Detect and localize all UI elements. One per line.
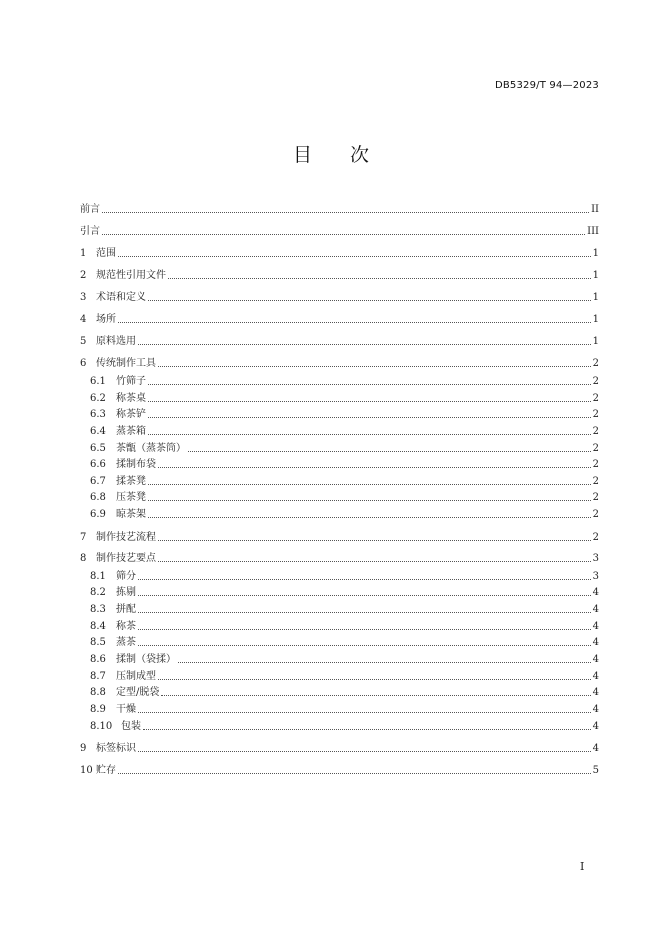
toc-entry-label: 拼配 — [116, 604, 136, 615]
toc-entry[interactable] — [90, 374, 599, 388]
toc-entry-page: 1 — [592, 336, 599, 347]
dot-leader — [102, 233, 585, 235]
toc-entry-label: 包装 — [121, 721, 141, 732]
toc-entry[interactable] — [90, 685, 599, 699]
toc-entry-page: 2 — [592, 409, 599, 420]
toc-entry-label: 晾茶架 — [116, 509, 146, 520]
dot-leader — [178, 661, 591, 663]
toc-entry-page: 4 — [592, 654, 599, 665]
toc-entry[interactable] — [80, 530, 599, 544]
toc-entry-number: 8.10 — [90, 721, 113, 732]
toc-entry-page: 4 — [592, 587, 599, 598]
toc-entry-number: 4 — [80, 314, 87, 325]
toc-entry-number: 2 — [80, 270, 87, 281]
toc-entry-page: 4 — [592, 704, 599, 715]
toc-entry-label: 称茶铲 — [116, 409, 146, 420]
toc-entry[interactable] — [90, 669, 599, 683]
toc-entry-label: 压制成型 — [116, 671, 156, 682]
dot-leader — [138, 578, 591, 580]
toc-entry-page: 2 — [592, 393, 599, 404]
toc-entry[interactable] — [90, 585, 599, 599]
toc-entry-label: 定型/脱袋 — [116, 687, 160, 698]
toc-entry[interactable] — [80, 202, 599, 216]
toc-entry-label: 茶甑（蒸茶筒） — [116, 443, 186, 454]
toc-entry-number: 6.3 — [90, 409, 106, 420]
toc-entry-label: 压茶凳 — [116, 492, 146, 503]
dot-leader — [118, 772, 591, 774]
dot-leader — [118, 255, 591, 257]
toc-entry-number: 7 — [80, 532, 87, 543]
toc-entry-label: 前言 — [80, 204, 100, 215]
toc-entry-number: 5 — [80, 336, 87, 347]
toc-entry-page: 1 — [592, 314, 599, 325]
toc-entry-page: 2 — [592, 376, 599, 387]
toc-entry-number: 6 — [80, 358, 87, 369]
toc-entry[interactable] — [90, 602, 599, 616]
dot-leader — [148, 516, 591, 518]
toc-entry-number: 6.9 — [90, 509, 106, 520]
toc-entry-page: 2 — [592, 443, 599, 454]
dot-leader — [158, 539, 591, 541]
toc-entry-page: III — [587, 226, 599, 237]
dot-leader — [158, 560, 591, 562]
toc-entry-label: 揉茶凳 — [116, 476, 146, 487]
dot-leader — [138, 594, 591, 596]
dot-leader — [148, 416, 591, 418]
toc-entry-number: 8.5 — [90, 637, 106, 648]
toc-entry-page: 2 — [592, 476, 599, 487]
toc-entry-page: 5 — [592, 765, 599, 776]
toc-entry-label: 制作技艺要点 — [96, 553, 156, 564]
toc-entry-number: 8.7 — [90, 671, 106, 682]
dot-leader — [148, 383, 591, 385]
toc-entry-page: 2 — [592, 358, 599, 369]
dot-leader — [148, 483, 591, 485]
toc-entry-label: 干燥 — [116, 704, 136, 715]
toc-entry-number: 8 — [80, 553, 87, 564]
toc-entry-label: 场所 — [96, 314, 116, 325]
toc-entry[interactable] — [80, 334, 599, 348]
toc-entry[interactable] — [80, 246, 599, 260]
toc-entry[interactable] — [80, 224, 599, 238]
toc-entry-label: 传统制作工具 — [96, 358, 156, 369]
toc-entry[interactable] — [80, 290, 599, 304]
toc-entry-number: 8.2 — [90, 587, 106, 598]
toc-entry-number: 6.7 — [90, 476, 106, 487]
dot-leader — [138, 343, 591, 345]
toc-entry-number: 8.1 — [90, 571, 106, 582]
dot-leader — [148, 400, 591, 402]
toc-entry[interactable] — [90, 407, 599, 421]
toc-entry-page: 1 — [592, 248, 599, 259]
toc-entry[interactable] — [90, 702, 599, 716]
toc-entry-page: 4 — [592, 604, 599, 615]
toc-entry-page: 2 — [592, 426, 599, 437]
toc-entry-page: 2 — [592, 532, 599, 543]
toc-entry[interactable] — [80, 741, 599, 755]
toc-entry-number: 8.4 — [90, 621, 106, 632]
toc-entry-number: 6.6 — [90, 459, 106, 470]
toc-entry-label: 拣剔 — [116, 587, 136, 598]
toc-entry[interactable] — [90, 719, 599, 733]
toc-entry-label: 蒸茶箱 — [116, 426, 146, 437]
toc-entry-label: 贮存 — [96, 765, 116, 776]
document-code: DB5329/T 94—2023 — [494, 80, 599, 91]
toc-entry[interactable] — [90, 652, 599, 666]
toc-entry-label: 原料选用 — [96, 336, 136, 347]
toc-entry[interactable] — [90, 457, 599, 471]
toc-entry-number: 3 — [80, 292, 87, 303]
toc-entry-label: 竹筛子 — [116, 376, 146, 387]
toc-entry[interactable] — [90, 391, 599, 405]
toc-entry-label: 标签标识 — [96, 743, 136, 754]
toc-entry-page: 1 — [592, 292, 599, 303]
title-part-2: 次 — [350, 144, 370, 166]
footer-page-number: I — [580, 860, 585, 873]
toc-entry-label: 引言 — [80, 226, 100, 237]
toc-entry-page: 4 — [592, 671, 599, 682]
dot-leader — [188, 450, 591, 452]
dot-leader — [138, 750, 591, 752]
dot-leader — [158, 466, 591, 468]
toc-entry-label: 揉制布袋 — [116, 459, 156, 470]
toc-entry-page: 4 — [592, 721, 599, 732]
toc-entry-label: 称茶桌 — [116, 393, 146, 404]
toc-entry[interactable] — [90, 441, 599, 455]
toc-entry[interactable] — [90, 490, 599, 504]
toc-entry[interactable] — [90, 507, 599, 521]
toc-entry[interactable] — [80, 268, 599, 282]
toc-entry-number: 6.8 — [90, 492, 106, 503]
toc-entry-page: 3 — [592, 571, 599, 582]
toc-entry-number: 8.8 — [90, 687, 106, 698]
page-title — [0, 140, 662, 167]
toc-entry-number: 10 — [80, 765, 93, 776]
toc-entry-page: 4 — [592, 743, 599, 754]
dot-leader — [148, 299, 591, 301]
dot-leader — [143, 728, 591, 730]
dot-leader — [158, 365, 591, 367]
dot-leader — [148, 499, 591, 501]
toc-entry-number: 6.5 — [90, 443, 106, 454]
toc-entry[interactable] — [90, 424, 599, 438]
toc-entry-number: 8.6 — [90, 654, 106, 665]
toc-entry[interactable] — [80, 312, 599, 326]
toc-entry-label: 蒸茶 — [116, 637, 136, 648]
toc-entry-number: 8.9 — [90, 704, 106, 715]
toc-entry-page: 1 — [592, 270, 599, 281]
toc-entry[interactable] — [90, 474, 599, 488]
toc-entry-label: 称茶 — [116, 621, 136, 632]
toc-entry-number: 1 — [80, 248, 87, 259]
dot-leader — [118, 321, 591, 323]
toc-entry[interactable] — [90, 619, 599, 633]
toc-entry-page: 4 — [592, 621, 599, 632]
toc-entry-number: 9 — [80, 743, 87, 754]
dot-leader — [138, 611, 591, 613]
dot-leader — [158, 678, 591, 680]
dot-leader — [148, 433, 591, 435]
toc-entry-number: 8.3 — [90, 604, 106, 615]
dot-leader — [138, 644, 591, 646]
toc-entry-label: 揉制（袋揉） — [116, 654, 176, 665]
toc-entry-label: 范围 — [96, 248, 116, 259]
title-part-1: 目 — [292, 144, 312, 166]
toc-entry-number: 6.1 — [90, 376, 106, 387]
toc-entry-number: 6.4 — [90, 426, 106, 437]
toc-entry-label: 规范性引用文件 — [96, 270, 166, 281]
toc-entry[interactable] — [80, 356, 599, 370]
toc-entry-page: 2 — [592, 509, 599, 520]
dot-leader — [138, 711, 591, 713]
toc-entry-page: 3 — [592, 553, 599, 564]
dot-leader — [161, 694, 590, 696]
toc-entry-label: 制作技艺流程 — [96, 532, 156, 543]
toc-entry[interactable] — [90, 635, 599, 649]
toc-entry-page: 4 — [592, 687, 599, 698]
toc-entry[interactable] — [90, 569, 599, 583]
toc-entry-label: 筛分 — [116, 571, 136, 582]
dot-leader — [168, 277, 591, 279]
dot-leader — [138, 628, 591, 630]
dot-leader — [102, 211, 589, 213]
toc-entry-label: 术语和定义 — [96, 292, 146, 303]
toc-entry-page: 4 — [592, 637, 599, 648]
toc-entry-number: 6.2 — [90, 393, 106, 404]
toc-entry[interactable] — [80, 763, 599, 777]
toc-entry-page: 2 — [592, 459, 599, 470]
toc-entry-page: 2 — [592, 492, 599, 503]
toc-entry-page: II — [591, 204, 599, 215]
toc-entry[interactable] — [80, 551, 599, 565]
